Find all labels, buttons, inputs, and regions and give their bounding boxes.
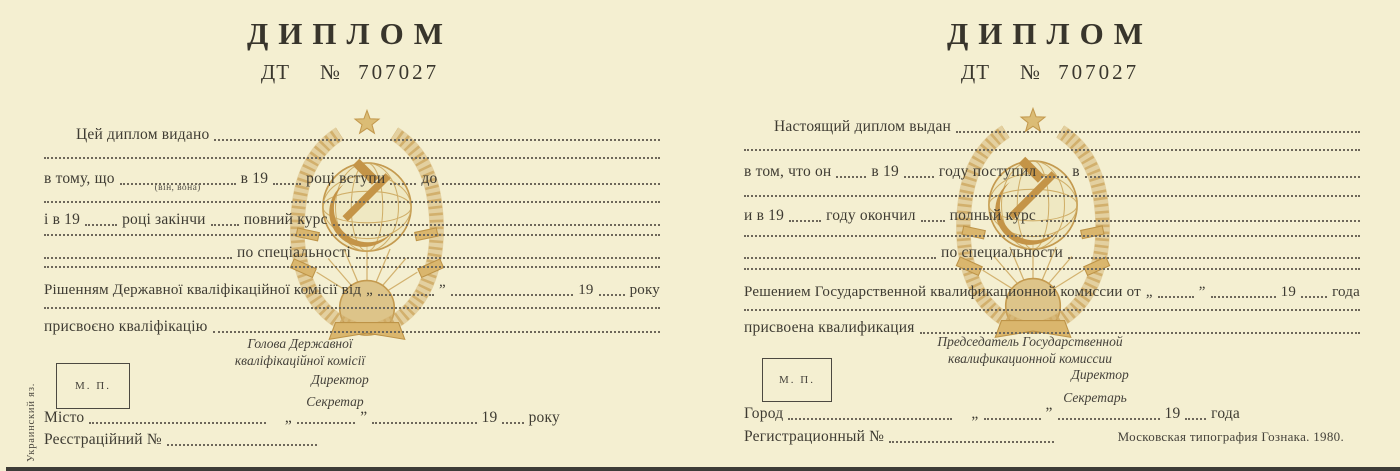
dotted-line [44,264,660,271]
close-quote: ” [1198,284,1206,300]
blank-field-dots [984,416,1041,420]
commission-label: Рішенням Державної кваліфікаційної комісії від [44,282,362,298]
blank-field-dots [889,439,1054,443]
finished-line [744,207,1360,225]
blank-field-dots [44,232,660,236]
dotted-line [44,199,660,206]
chairman-line-2: кваліфікаційної комісії [234,352,366,368]
blank-field-dots [744,147,1360,151]
entered-line [744,163,1360,181]
blank-field-dots [390,181,416,185]
year-word: года [1332,284,1360,300]
dotted-line [744,193,1360,200]
blank-field-dots [44,305,660,309]
blank-field-dots [44,155,660,159]
chairman-signature-title [160,336,440,370]
entered-line [44,170,660,193]
blank-field-dots [744,233,1360,237]
close-quote: ” [439,282,446,298]
qualification-line [44,318,660,336]
blank-field-dots [921,218,945,222]
dotted-line [744,147,1360,154]
finished-line [44,211,660,229]
dotted-line [744,233,1360,240]
registration-label: Регистрационный № [744,428,885,445]
blank-field-dots [744,307,1360,311]
open-quote: „ [1145,284,1153,300]
finished-verb: році закінчи [122,211,206,228]
blank-field-dots [744,255,936,259]
serial-number: 707027 [358,60,440,84]
finished-prefix: і в 19 [44,211,81,228]
blank-field-dots [85,222,117,226]
commission-line [44,282,660,299]
blank-field-dots [378,292,434,296]
blank-field-dots [44,264,660,268]
year-19: 19 [1164,405,1181,422]
blank-field-dots [442,181,660,185]
registration-line [744,428,1080,446]
city-label: Місто [44,409,85,426]
chairman-line-2: квалификационной комиссии [948,350,1112,366]
entered-to: до [421,170,438,187]
specialty-label: по спеціальності [237,244,351,261]
blank-field-dots [356,255,660,259]
year-19: 19 [578,282,594,298]
director-signature-title: Директор [311,372,369,387]
blank-field-dots [1211,294,1276,298]
blank-field-dots [211,222,239,226]
blank-field-dots [44,199,660,203]
blank-field-dots [599,292,625,296]
blank-field-dots [273,181,301,185]
blank-field-dots [167,442,317,446]
finished-prefix: и в 19 [744,207,785,224]
blank-field-dots [502,420,523,424]
city-label: Город [744,405,784,422]
issued-label: Цей диплом видано [76,126,210,143]
blank-field-dots [744,266,1360,270]
blank-field-dots [956,129,1360,133]
entered-verb: году поступил [938,163,1037,180]
stamp-placeholder-box [56,363,130,409]
dotted-line [744,266,1360,273]
dotted-line [44,305,660,312]
page-title: ДИПЛОМ [946,16,1154,51]
clause-prefix: в том, что он [744,163,832,180]
blank-field-dots [789,218,821,222]
blank-field-dots [44,255,232,259]
stamp-label: М. П. [75,380,111,392]
blank-field-dots [451,292,573,296]
blank-field-dots [333,222,660,226]
secretary-signature-title: Секретар [306,394,364,409]
blank-field-dots [836,174,866,178]
finished-verb: году окончил [826,207,916,224]
close-quote: ” [1045,405,1053,422]
specialty-line [744,244,1360,262]
dotted-line [44,232,660,239]
close-quote: ” [360,409,368,426]
blank-field-dots [1158,294,1194,298]
issued-to-line [744,118,1360,136]
blank-field-dots [89,420,266,424]
serial-number-line [700,60,1400,85]
year-19: 19 [1280,284,1297,300]
stamp-label: М. П. [779,374,815,386]
blank-field-dots [1041,218,1360,222]
qualification-label: присвоена квалификация [744,319,915,336]
blank-field-dots [1041,174,1067,178]
open-quote: „ [284,409,292,426]
year-prefix: в 19 [871,163,899,180]
blank-field-dots [744,193,1360,197]
dotted-line [744,307,1360,314]
blank-field-dots [214,137,660,141]
chairman-line-1: Председатель Государственной [937,334,1123,349]
open-quote: „ [366,282,374,298]
full-course-label: полный курс [949,207,1036,224]
chairman-line-1: Голова Державної [247,336,353,351]
blank-field-dots [213,329,660,333]
page-title: ДИПЛОМ [246,16,454,51]
series-code: ДТ [260,60,291,84]
issued-label: Настоящий диплом выдан [774,118,952,135]
clause-prefix: в тому, що [44,170,115,187]
printing-house-note: Московская типография Гознака. 1980. [1117,429,1344,444]
language-side-note: Украинский яз. [26,382,37,462]
blank-field-dots [1058,416,1160,420]
commission-label: Решением Государственной квалификационной комиссии от [744,284,1141,300]
year-19: 19 [481,409,498,426]
qualification-label: присвоєно кваліфікацію [44,318,208,335]
blank-field-dots [788,416,952,420]
gender-blank [120,181,236,193]
city-date-line [744,405,1240,423]
chairman-signature-title [880,334,1180,368]
number-sign: № [320,60,341,84]
secretary-signature-title: Секретарь [1063,390,1127,405]
blank-field-dots [1185,416,1206,420]
stamp-placeholder-box [762,358,832,402]
blank-field-dots [904,174,934,178]
open-quote: „ [971,405,979,422]
year-word: року [528,409,560,426]
city-date-line [44,409,560,427]
full-course-label: повний курс [243,211,328,228]
diploma-page-russian [700,0,1400,471]
blank-field-dots [372,420,476,424]
registration-line [44,431,340,449]
registration-label: Реєстраційний № [44,431,162,448]
issued-to-line [44,126,660,144]
number-sign: № [1020,60,1041,84]
gender-hint: (він, вона) [154,183,201,193]
year-word: року [629,282,660,298]
blank-field-dots [1301,294,1327,298]
specialty-label: по специальности [941,244,1063,261]
specialty-line [44,244,660,262]
blank-field-dots [297,420,355,424]
series-code: ДТ [960,60,991,84]
entered-verb: році вступи [306,170,386,187]
serial-number-line [0,60,700,85]
commission-line [744,284,1360,301]
director-signature-title: Директор [1071,367,1129,382]
serial-number: 707027 [1058,60,1140,84]
year-word: года [1211,405,1240,422]
dotted-line [44,155,660,162]
year-prefix: в 19 [240,170,269,187]
blank-field-dots [1068,255,1360,259]
entered-to: в [1072,163,1080,180]
blank-field-dots [1085,174,1360,178]
